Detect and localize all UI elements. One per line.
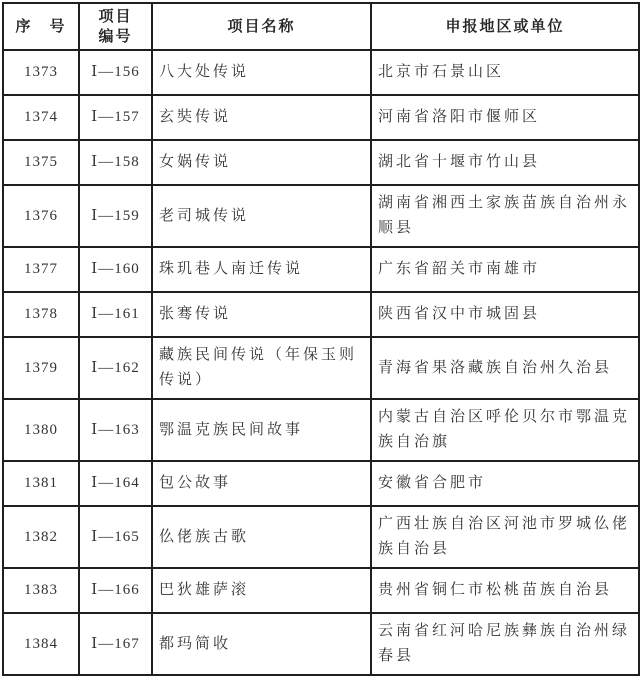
- cell-project-name: 珠玑巷人南迁传说: [152, 247, 371, 292]
- table-row: [3, 613, 639, 675]
- cell-serial-number: 1381: [3, 461, 79, 506]
- heritage-list-table: [2, 2, 640, 676]
- table-header-row: [3, 3, 639, 50]
- cell-project-code: Ⅰ—157: [79, 95, 152, 140]
- cell-declaring-region: 湖南省湘西土家族苗族自治州永顺县: [371, 185, 639, 247]
- cell-serial-number: 1377: [3, 247, 79, 292]
- cell-project-name: 女娲传说: [152, 140, 371, 185]
- cell-serial-number: 1373: [3, 50, 79, 95]
- cell-project-code: Ⅰ—161: [79, 292, 152, 337]
- col-header-name: [152, 3, 371, 50]
- cell-project-name: 张骞传说: [152, 292, 371, 337]
- cell-serial-number: 1379: [3, 337, 79, 399]
- cell-serial-number: 1384: [3, 613, 79, 675]
- cell-declaring-region: 北京市石景山区: [371, 50, 639, 95]
- cell-declaring-region: 内蒙古自治区呼伦贝尔市鄂温克族自治旗: [371, 399, 639, 461]
- col-header-region: [371, 3, 639, 50]
- col-header-seq: [3, 3, 79, 50]
- cell-project-code: Ⅰ—159: [79, 185, 152, 247]
- cell-project-code: Ⅰ—164: [79, 461, 152, 506]
- col-header-name-label: 项目名称: [227, 18, 296, 35]
- cell-project-name: 藏族民间传说（年保玉则传说）: [152, 337, 371, 399]
- cell-project-code: Ⅰ—156: [79, 50, 152, 95]
- cell-project-code: Ⅰ—163: [79, 399, 152, 461]
- col-header-seq-label: 序 号: [15, 18, 67, 35]
- cell-serial-number: 1378: [3, 292, 79, 337]
- table-row: [3, 337, 639, 399]
- col-header-code-label: 项目 编号: [98, 8, 133, 45]
- cell-serial-number: 1375: [3, 140, 79, 185]
- cell-project-code: Ⅰ—160: [79, 247, 152, 292]
- table-row: [3, 247, 639, 292]
- cell-declaring-region: 安徽省合肥市: [371, 461, 639, 506]
- cell-project-code: Ⅰ—162: [79, 337, 152, 399]
- cell-project-name: 八大处传说: [152, 50, 371, 95]
- cell-serial-number: 1376: [3, 185, 79, 247]
- table-row: [3, 461, 639, 506]
- table-row: [3, 140, 639, 185]
- cell-declaring-region: 云南省红河哈尼族彝族自治州绿春县: [371, 613, 639, 675]
- cell-project-name: 包公故事: [152, 461, 371, 506]
- cell-project-name: 仫佬族古歌: [152, 506, 371, 568]
- cell-project-name: 老司城传说: [152, 185, 371, 247]
- cell-project-code: Ⅰ—166: [79, 568, 152, 613]
- table-body: [3, 50, 639, 675]
- table-row: [3, 568, 639, 613]
- cell-declaring-region: 广东省韶关市南雄市: [371, 247, 639, 292]
- cell-serial-number: 1383: [3, 568, 79, 613]
- table-row: [3, 292, 639, 337]
- table-row: [3, 95, 639, 140]
- table-row: [3, 185, 639, 247]
- cell-serial-number: 1380: [3, 399, 79, 461]
- table-row: [3, 399, 639, 461]
- table-row: [3, 50, 639, 95]
- cell-project-code: Ⅰ—158: [79, 140, 152, 185]
- col-header-code: [79, 3, 152, 50]
- cell-project-name: 巴狄雄萨滚: [152, 568, 371, 613]
- cell-declaring-region: 广西壮族自治区河池市罗城仫佬族自治县: [371, 506, 639, 568]
- cell-project-name: 鄂温克族民间故事: [152, 399, 371, 461]
- cell-project-name: 都玛简收: [152, 613, 371, 675]
- cell-project-name: 玄奘传说: [152, 95, 371, 140]
- cell-declaring-region: 河南省洛阳市偃师区: [371, 95, 639, 140]
- cell-serial-number: 1374: [3, 95, 79, 140]
- cell-project-code: Ⅰ—167: [79, 613, 152, 675]
- cell-declaring-region: 青海省果洛藏族自治州久治县: [371, 337, 639, 399]
- cell-serial-number: 1382: [3, 506, 79, 568]
- cell-declaring-region: 湖北省十堰市竹山县: [371, 140, 639, 185]
- cell-declaring-region: 贵州省铜仁市松桃苗族自治县: [371, 568, 639, 613]
- col-header-region-label: 申报地区或单位: [445, 18, 565, 35]
- table-row: [3, 506, 639, 568]
- cell-project-code: Ⅰ—165: [79, 506, 152, 568]
- cell-declaring-region: 陕西省汉中市城固县: [371, 292, 639, 337]
